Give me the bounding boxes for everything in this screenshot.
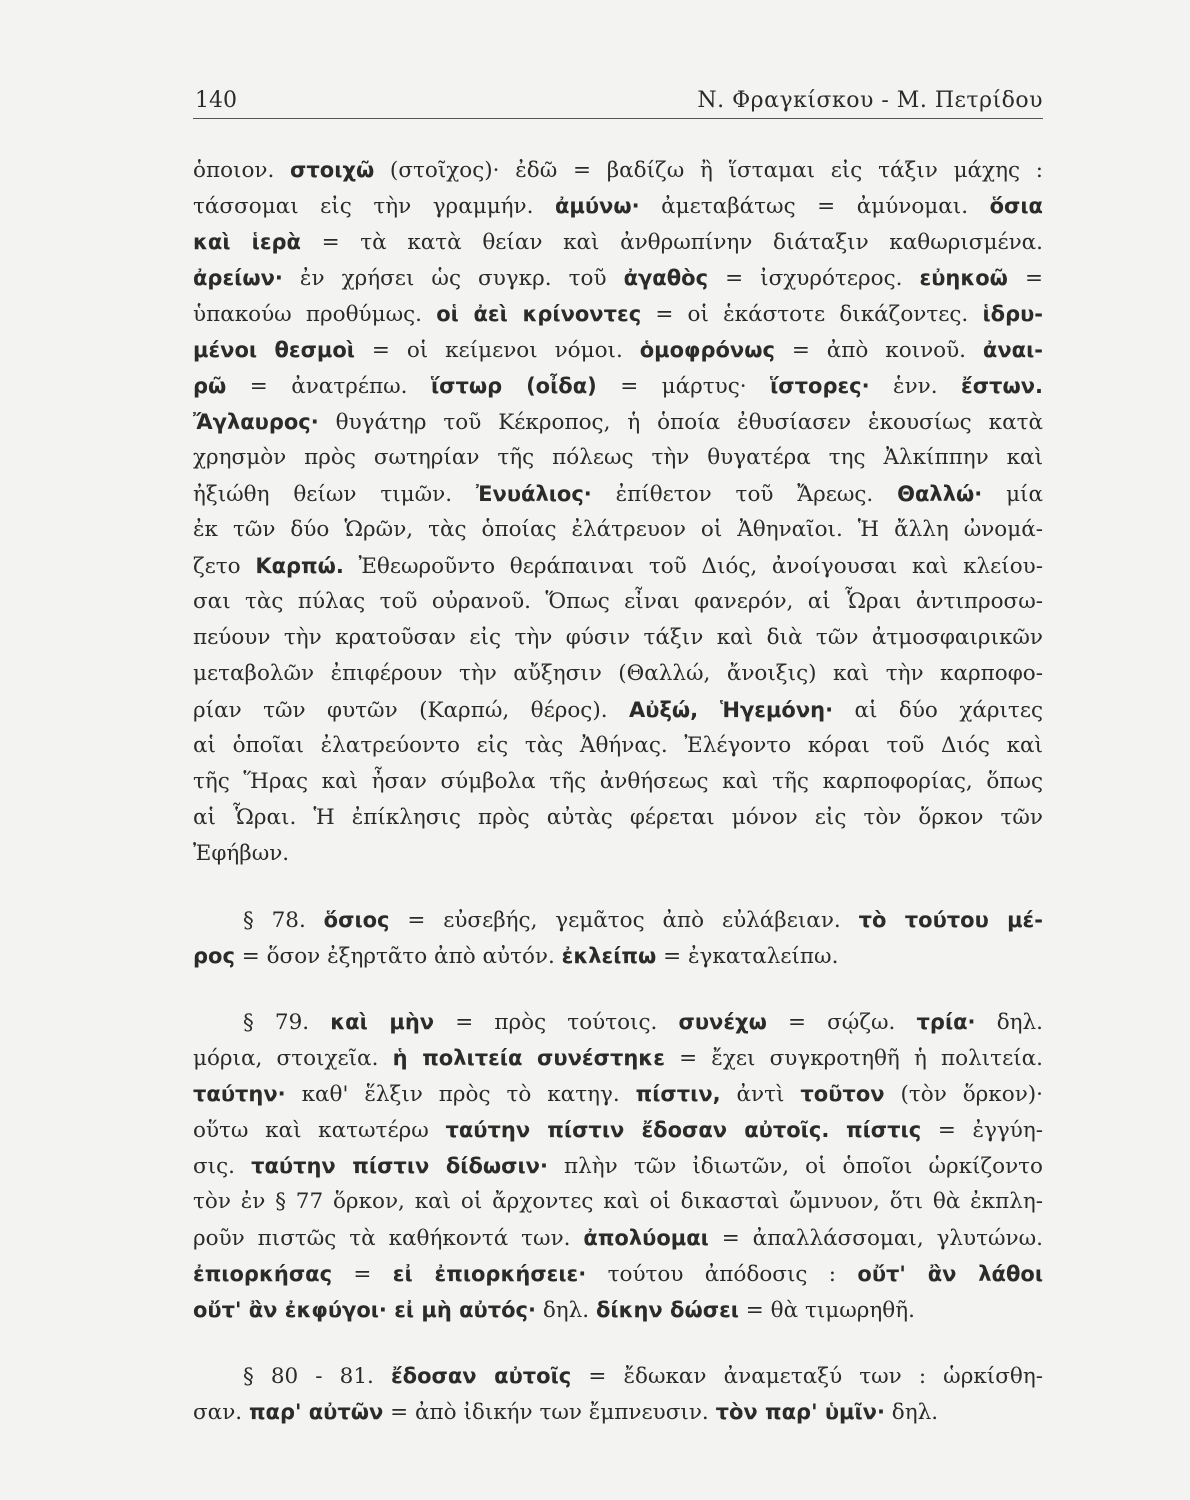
lemma-term: ἐκλείπω (561, 944, 657, 968)
gloss-text: § 78. (243, 908, 324, 933)
paragraph (193, 1004, 1043, 1328)
gloss-text: Ἐθεωροῦντο θεράπαιναι τοῦ Διός, ἀνοίγουσαι καὶ κλείου- (343, 554, 1043, 579)
lemma-term: πίστιν, (635, 1082, 721, 1106)
paragraph (193, 152, 1043, 872)
lemma-term: οὔτ' ἂν ἐκφύγοι· εἰ μὴ αὐτός· (193, 1298, 536, 1322)
gloss-text: = ἐγκαταλείπω. (656, 944, 839, 969)
lemma-term: οἱ ἀεὶ κρίνοντες (436, 302, 642, 326)
gloss-text: δηλ. (975, 1010, 1043, 1035)
gloss-text: θυγάτηρ τοῦ Κέκροπος, ἡ ὁποία ἐθυσίασεν ἑκουσίως κατὰ (318, 410, 1043, 435)
lemma-term: οὔτ' ἂν λάθοι (857, 1262, 1043, 1286)
text-line (193, 548, 1043, 584)
gloss-text: = ἐγγύη- (921, 1118, 1043, 1143)
text-line (193, 584, 1043, 620)
gloss-text: καθ' ἕλξιν πρὸς τὸ κατηγ. (285, 1082, 636, 1107)
text-line (193, 1004, 1043, 1040)
text-line (193, 332, 1043, 368)
gloss-text: τὸν ἐν § 77 ὅρκον, καὶ οἱ ἄρχοντες καὶ οἱ δικασταὶ ὤμνυον, ὅτι θὰ ἐκπλη- (193, 1189, 1043, 1214)
gloss-text: Ἐφήβων. (193, 841, 290, 866)
text-line (193, 440, 1043, 476)
gloss-text: ροῦν πιστῶς τὰ καθήκοντά των. (193, 1226, 584, 1251)
gloss-text: = θὰ τιμωρηθῆ. (738, 1298, 915, 1323)
gloss-text: οὕτω καὶ κατωτέρω (193, 1118, 446, 1143)
lemma-term: ὁμοφρόνως (639, 338, 775, 362)
gloss-text: = ἔχει συγκροτηθῆ ἡ πολιτεία. (664, 1046, 1043, 1071)
text-line (193, 938, 1043, 974)
text-line (193, 152, 1043, 188)
paragraph-gap (193, 1328, 1043, 1358)
lemma-term: ἡ πολιτεία συνέστηκε (392, 1046, 665, 1070)
lemma-term: ταύτην πίστιν δίδωσιν· (251, 1154, 548, 1178)
gloss-text: ζετο (193, 554, 256, 579)
lemma-term: ἀρείων· (193, 266, 283, 290)
lemma-term: Θαλλώ· (897, 482, 983, 506)
text-line (193, 1220, 1043, 1256)
gloss-text: ἠξιώθη θείων τιμῶν. (193, 482, 476, 507)
gloss-text: = σῴζω. (766, 1010, 917, 1035)
text-line (193, 800, 1043, 836)
gloss-text: μεταβολῶν ἐπιφέρουν τὴν αὔξησιν (Θαλλώ, ἄνοιξις) καὶ τὴν καρποφο- (193, 661, 1043, 686)
text-line (193, 836, 1043, 872)
text-line (193, 764, 1043, 800)
gloss-text: ἐν χρήσει ὡς συγκρ. τοῦ (282, 266, 624, 291)
lemma-term: ταύτην πίστιν ἔδοσαν αὐτοῖς. (445, 1118, 830, 1142)
body-text (193, 152, 1043, 1430)
text-line (193, 260, 1043, 296)
text-line (193, 1076, 1043, 1112)
text-line (193, 692, 1043, 728)
lemma-term: καὶ μὴν (330, 1010, 435, 1034)
gloss-text: αἱ δύο χάριτες (833, 698, 1043, 723)
gloss-text: ἀμεταβάτως = ἀμύνομαι. (639, 194, 990, 219)
text-line (193, 1148, 1043, 1184)
lemma-term: Ἐνυάλιος· (475, 482, 592, 506)
text-line (193, 1184, 1043, 1220)
page-header (193, 84, 1043, 119)
lemma-term: καὶ ἱερὰ (193, 230, 301, 254)
gloss-text: ρίαν τῶν φυτῶν (Καρπώ, θέρος). (193, 698, 630, 723)
lemma-term: ἀμύνω· (555, 194, 640, 218)
lemma-term: Αὐξώ, Ἡγεμόνη· (629, 698, 834, 722)
text-line (193, 224, 1043, 260)
gloss-text: = (332, 1262, 393, 1287)
lemma-term: ἀπολύομαι (583, 1226, 709, 1250)
lemma-term: Ἄγλαυρος· (193, 410, 319, 434)
paragraph-gap (193, 872, 1043, 902)
lemma-term: ἔστων. (961, 374, 1043, 398)
text-line (193, 728, 1043, 764)
lemma-term: τοῦτον (800, 1082, 885, 1106)
lemma-term: ἐπιορκήσας (193, 1262, 333, 1286)
lemma-term: ἵστορες· (770, 374, 870, 398)
gloss-text: § 79. (243, 1010, 331, 1035)
text-line (193, 188, 1043, 224)
lemma-term: ἔδοσαν αὐτοῖς (390, 1364, 572, 1388)
gloss-text: (στοῖχος)· ἐδῶ = βαδίζω ἢ ἵσταμαι εἰς τάξιν μάχης : (374, 158, 1043, 183)
text-line (193, 368, 1043, 404)
text-line (193, 1292, 1043, 1328)
lemma-term: ὅσια (989, 194, 1043, 218)
gloss-text: σαν. (193, 1400, 249, 1425)
text-line (193, 656, 1043, 692)
gloss-text: μόρια, στοιχεῖα. (193, 1046, 393, 1071)
gloss-text: = πρὸς τούτοις. (434, 1010, 679, 1035)
gloss-text (829, 1118, 846, 1143)
gloss-text: (τὸν ὅρκον)· (884, 1082, 1043, 1107)
text-line (193, 1256, 1043, 1292)
paragraph (193, 902, 1043, 974)
gloss-text: = ὅσον ἐξηρτᾶτο ἀπὸ αὐτόν. (234, 944, 562, 969)
gloss-text: = οἱ ἑκάστοτε δικάζοντες. (641, 302, 983, 327)
gloss-text: = εὐσεβής, γεμᾶτος ἀπὸ εὐλάβειαν. (389, 908, 859, 933)
lemma-term: συνέχω (678, 1010, 767, 1034)
gloss-text: σαι τὰς πύλας τοῦ οὐρανοῦ. Ὅπως εἶναι φανερόν, αἱ Ὧραι ἀντιπροσω- (193, 589, 1043, 614)
page-number: 140 (195, 88, 237, 113)
gloss-text: αἱ ὁποῖαι ἐλατρεύοντο εἰς τὰς Ἀθήνας. Ἐλέγοντο κόραι τοῦ Διός καὶ (193, 733, 1043, 758)
gloss-text: § 80 - 81. (243, 1364, 391, 1389)
text-line (193, 1358, 1043, 1394)
lemma-term: εἰ ἐπιορκήσειε· (392, 1262, 587, 1286)
gloss-text: = ἀνατρέπω. (226, 374, 431, 399)
lemma-term: ἵστωρ (οἶδα) (430, 374, 597, 398)
paragraph (193, 1358, 1043, 1430)
gloss-text: = ἀπὸ κοινοῦ. (774, 338, 983, 363)
lemma-term: ἀναι- (982, 338, 1043, 362)
running-head: Ν. Φραγκίσκου - Μ. Πετρίδου (697, 88, 1043, 113)
paragraph-gap (193, 974, 1043, 1004)
text-line (193, 404, 1043, 440)
lemma-term: ἱδρυ- (982, 302, 1043, 326)
lemma-term: ὅσιος (323, 908, 390, 932)
gloss-text: τούτου ἀπόδοσις : (586, 1262, 858, 1287)
gloss-text: δηλ. (535, 1298, 596, 1323)
lemma-term: παρ' αὐτῶν (248, 1400, 384, 1424)
gloss-text: = ἰσχυρότερος. (708, 266, 920, 291)
lemma-term: τὸ τούτου μέ- (858, 908, 1043, 932)
lemma-term: τὸν παρ' ὑμῖν· (715, 1400, 885, 1424)
text-line (193, 1112, 1043, 1148)
gloss-text: = ἔδωκαν ἀναμεταξύ των : ὡρκίσθη- (571, 1364, 1043, 1389)
lemma-term: ρῶ (193, 374, 227, 398)
gloss-text: πλὴν τῶν ἰδιωτῶν, οἱ ὁποῖοι ὡρκίζοντο (547, 1154, 1043, 1179)
gloss-text: αἱ Ὧραι. Ἡ ἐπίκλησις πρὸς αὐτὰς φέρεται μόνον εἰς τὸν ὅρκον τῶν (193, 805, 1043, 830)
lemma-term: δίκην δώσει (595, 1298, 739, 1322)
lemma-term: Καρπώ. (255, 554, 344, 578)
text-line (193, 1394, 1043, 1430)
lemma-term: ἀγαθὸς (623, 266, 709, 290)
gloss-text: ἑνν. (869, 374, 961, 399)
lemma-term: μένοι θεσμοὶ (193, 338, 355, 362)
gloss-text: ὁποιον. (193, 158, 291, 183)
gloss-text: σις. (193, 1154, 252, 1179)
text-line (193, 1040, 1043, 1076)
gloss-text: ἐπίθετον τοῦ Ἄρεως. (591, 482, 898, 507)
gloss-text: μία (982, 482, 1043, 507)
lemma-term: ταύτην· (193, 1082, 286, 1106)
lemma-term: στοιχῶ (290, 158, 375, 182)
text-line (193, 512, 1043, 548)
text-line (193, 296, 1043, 332)
gloss-text: = τὰ κατὰ θείαν καὶ ἀνθρωπίνην διάταξιν καθωρισμένα. (300, 230, 1043, 255)
gloss-text: ἀντὶ (720, 1082, 801, 1107)
gloss-text: δηλ. (884, 1400, 939, 1425)
gloss-text: = ἀπαλλάσσομαι, γλυτώνω. (708, 1226, 1043, 1251)
lemma-term: πίστις (845, 1118, 922, 1142)
text-line (193, 902, 1043, 938)
gloss-text: = (1007, 266, 1043, 291)
gloss-text: χρησμὸν πρὸς σωτηρίαν τῆς πόλεως τὴν θυγατέρα της Ἀλκίππην καὶ (193, 445, 1043, 470)
gloss-text: πεύουν τὴν κρατοῦσαν εἰς τὴν φύσιν τάξιν καὶ διὰ τῶν ἀτμοσφαιρικῶν (193, 625, 1043, 650)
gloss-text: ὑπακούω προθύμως. (193, 302, 437, 327)
lemma-term: ρος (193, 944, 235, 968)
gloss-text: = ἀπὸ ἰδικήν των ἔμπνευσιν. (383, 1400, 716, 1425)
gloss-text: τῆς Ἥρας καὶ ἦσαν σύμβολα τῆς ἀνθήσεως καὶ τῆς καρποφορίας, ὅπως (193, 769, 1043, 794)
lemma-term: εὐηκοῶ (919, 266, 1008, 290)
text-line (193, 476, 1043, 512)
lemma-term: τρία· (916, 1010, 976, 1034)
gloss-text: ἐκ τῶν δύο Ὡρῶν, τὰς ὁποίας ἐλάτρευον οἱ Ἀθηναῖοι. Ἡ ἄλλη ὠνομά- (193, 517, 1043, 542)
text-line (193, 620, 1043, 656)
gloss-text: = οἱ κείμενοι νόμοι. (354, 338, 640, 363)
gloss-text: = μάρτυς· (596, 374, 771, 399)
gloss-text: τάσσομαι εἰς τὴν γραμμήν. (193, 194, 555, 219)
